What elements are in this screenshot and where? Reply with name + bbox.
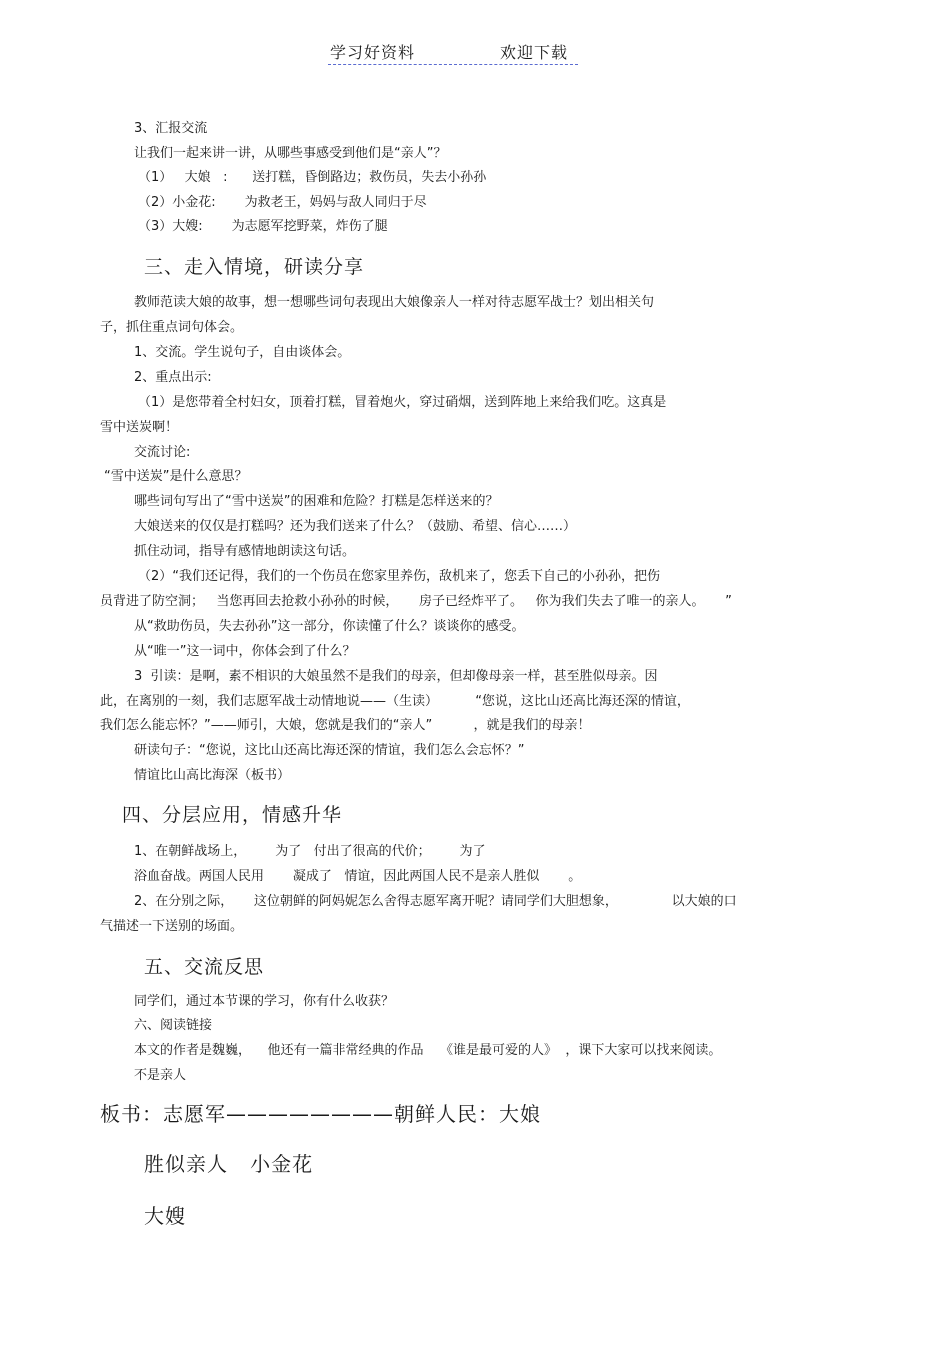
section-heading: 三、走入情境，研读分享 <box>144 256 365 278</box>
text-line: （1）是您带着全村妇女，顶着打糕，冒着炮火，穿过硝烟，送到阵地上来给我们吃。这真是 <box>138 395 667 410</box>
text-line: 2、重点出示: <box>134 370 212 385</box>
header-left-text: 学习好资料 <box>330 43 416 62</box>
text-line: 2、在分别之际， 这位朝鲜的阿妈妮怎么舍得志愿军离开呢？请同学们大胆想象， 以大娘的口 <box>134 894 737 909</box>
text-line: （3）大嫂: 为志愿军挖野菜，炸伤了腿 <box>138 219 388 234</box>
text-line: 哪些词句写出了“雪中送炭”的困难和危险？打糕是怎样送来的？ <box>134 494 499 509</box>
text-line: 3 引读：是啊，素不相识的大娘虽然不是我们的母亲，但却像母亲一样，甚至胜似母亲。因 <box>134 669 658 684</box>
text-line: 同学们，通过本节课的学习，你有什么收获？ <box>134 994 395 1009</box>
text-line: （1） 大娘 : 送打糕，昏倒路边；救伤员，失去小孙孙 <box>138 170 487 185</box>
text-line: 研读句子：“您说，这比山还高比海还深的情谊，我们怎么会忘怀？” <box>134 743 525 758</box>
text-line: 不是亲人 <box>134 1068 187 1083</box>
text-line: （2）小金花: 为救老王，妈妈与敌人同归于尽 <box>138 195 427 210</box>
text-line: 六、阅读链接 <box>134 1018 213 1033</box>
text-line: “雪中送炭”是什么意思？ <box>104 469 248 484</box>
section-heading: 四、分层应用，情感升华 <box>122 804 343 826</box>
text-line: （2）“我们还记得，我们的一个伤员在您家里养伤，敌机来了，您丢下自己的小孙孙，把伤 <box>138 569 661 584</box>
text-line: 从“唯一”这一词中，你体会到了什么？ <box>134 644 356 659</box>
text-line: 从“救助伤员，失去孙孙”这一部分，你读懂了什么？谈谈你的感受。 <box>134 619 525 634</box>
text-line: 气描述一下送别的场面。 <box>100 919 244 934</box>
text-line: 本文的作者是魏巍， 他还有一篇非常经典的作品 《谁是最可爱的人》 ，课下大家可以找来阅读。 <box>134 1043 722 1058</box>
text-line: 教师范读大娘的故事，想一想哪些词句表现出大娘像亲人一样对待志愿军战士？划出相关句 <box>134 295 655 310</box>
text-line: 1、在朝鲜战场上， 为了 付出了很高的代价； 为了 <box>134 844 486 859</box>
section-heading: 五、交流反思 <box>144 956 265 978</box>
text-line: 我们怎么能忘怀？”——师引，大娘，您就是我们的“亲人” ，就是我们的母亲！ <box>100 718 591 733</box>
page-header <box>328 42 578 65</box>
text-line: 让我们一起来讲一讲，从哪些事感受到他们是“亲人”？ <box>134 146 447 161</box>
text-line: 员背进了防空洞； 当您再回去抢救小孙孙的时候， 房子已经炸平了。 你为我们失去了唯一的亲人。 ” <box>100 594 732 609</box>
text-line: 情谊比山高比海深（板书） <box>134 768 291 783</box>
text-line: 交流讨论: <box>134 445 191 460</box>
text-line: 抓住动词，指导有感情地朗读这句话。 <box>134 544 356 559</box>
header-right-text: 欢迎下载 <box>500 43 569 62</box>
board-summary-line: 板书：志愿军————————朝鲜人民：大娘 <box>100 1102 541 1126</box>
text-line: 浴血奋战。两国人民用 凝成了 情谊，因此两国人民不是亲人胜似 。 <box>134 869 582 884</box>
text-line: 大娘送来的仅仅是打糕吗？还为我们送来了什么？（鼓励、希望、信心……） <box>134 519 577 534</box>
board-summary-line: 大嫂 <box>144 1204 186 1228</box>
text-line: 此，在离别的一刻，我们志愿军战士动情地说——（生读） “您说，这比山还高比海还深的情谊， <box>100 694 690 709</box>
text-line: 雪中送炭啊！ <box>100 420 179 435</box>
text-line: 1、交流。学生说句子，自由谈体会。 <box>134 345 351 360</box>
text-line: 3、汇报交流 <box>134 121 208 136</box>
text-line: 子，抓住重点词句体会。 <box>100 320 244 335</box>
board-summary-line: 胜似亲人 小金花 <box>144 1152 314 1176</box>
